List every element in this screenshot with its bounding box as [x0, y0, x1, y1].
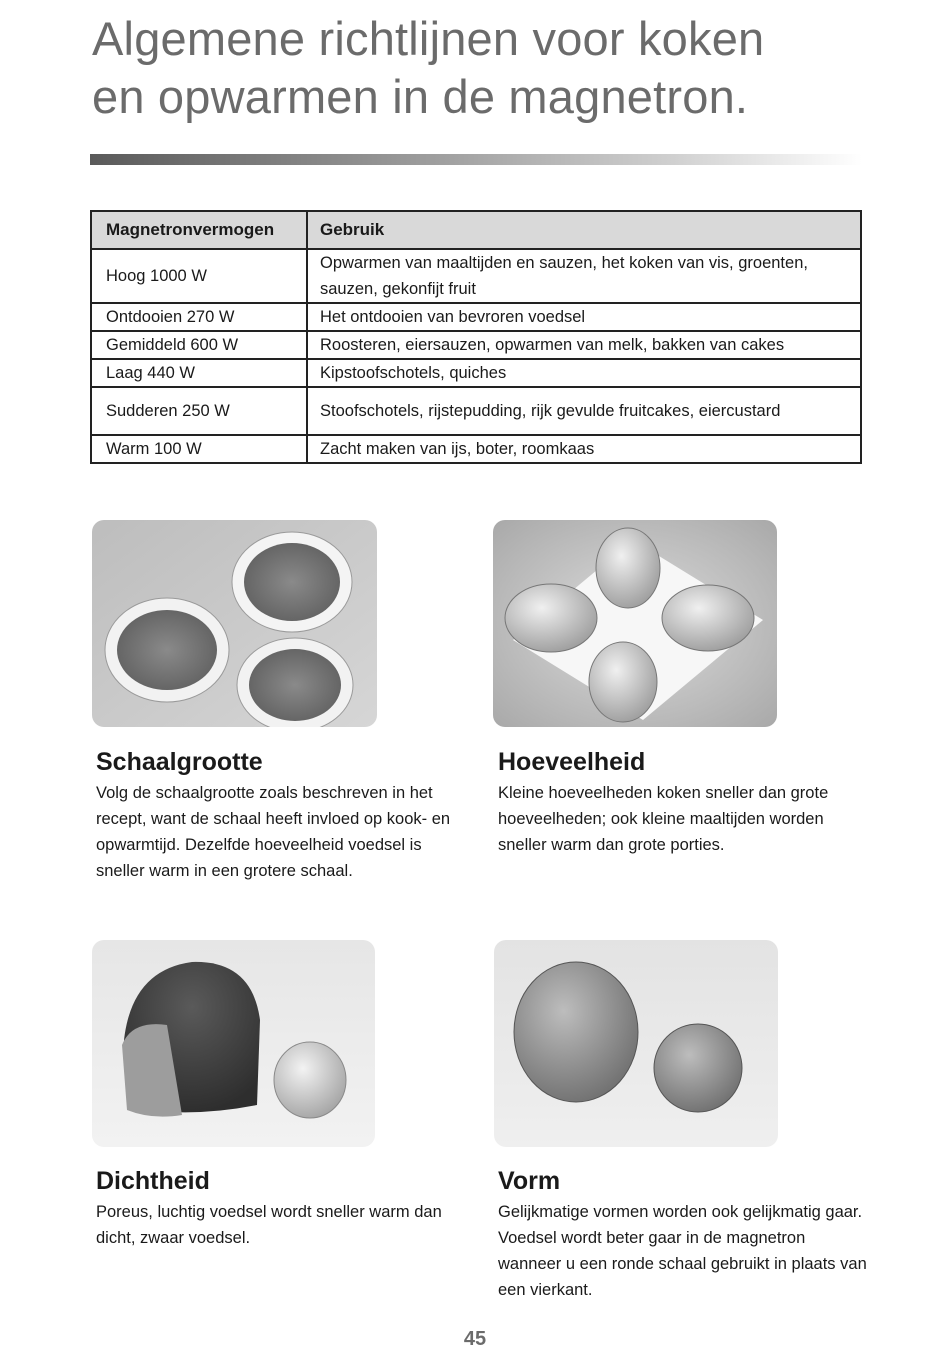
title-divider — [90, 154, 862, 165]
power-cell: Hoog 1000 W — [91, 249, 307, 303]
usage-cell: Opwarmen van maaltijden en sauzen, het koken van vis, groenten, sauzen, gekonfijt fruit — [307, 249, 861, 303]
section-title-density: Dichtheid — [96, 1167, 210, 1195]
page-title-line-2: en opwarmen in de magnetron. — [92, 70, 749, 123]
section-text-quantity: Kleine hoeveelheden koken sneller dan grote hoeveelheden; ook kleine maaltijden worden sneller warm dan grote porties. — [498, 784, 829, 854]
table-row — [91, 249, 861, 303]
section-title-quantity: Hoeveelheid — [498, 748, 646, 776]
section-text-shape: Gelijkmatige vormen worden ook gelijkmatig gaar. Voedsel wordt beter gaar in de magnetron wanneer u een ronde schaal gebruikt in plaats van een vierkant. — [498, 1203, 867, 1299]
photo-shape — [494, 940, 778, 1147]
power-cell: Laag 440 W — [91, 359, 307, 387]
power-cell: Ontdooien 270 W — [91, 303, 307, 331]
table-row — [91, 359, 861, 387]
section-text-dish-size: Volg de schaalgrootte zoals beschreven in het recept, want de schaal heeft invloed op kook- en opwarmtijd. Dezelfde hoeveelheid voedsel is sneller warm in een grotere schaal. — [96, 784, 451, 880]
table-header-row — [91, 211, 861, 249]
page-title-line-1: Algemene richtlijnen voor koken — [92, 12, 765, 65]
power-table — [90, 210, 862, 464]
page-number: 45 — [463, 1328, 487, 1350]
table-row — [91, 435, 861, 463]
section-title-shape: Vorm — [498, 1167, 561, 1195]
table-row — [91, 331, 861, 359]
usage-cell: Het ontdooien van bevroren voedsel — [307, 303, 861, 331]
power-cell: Sudderen 250 W — [91, 387, 307, 435]
photo-density — [92, 940, 375, 1147]
section-text-density: Poreus, luchtig voedsel wordt sneller warm dan dicht, zwaar voedsel. — [96, 1203, 442, 1247]
table-row — [91, 303, 861, 331]
column-header-usage: Gebruik — [307, 211, 861, 249]
usage-cell: Roosteren, eiersauzen, opwarmen van melk, bakken van cakes — [307, 331, 861, 359]
usage-cell: Stoofschotels, rijstepudding, rijk gevulde fruitcakes, eiercustard — [307, 387, 861, 435]
power-cell: Gemiddeld 600 W — [91, 331, 307, 359]
page-title — [92, 10, 892, 126]
power-cell: Warm 100 W — [91, 435, 307, 463]
usage-cell: Kipstoofschotels, quiches — [307, 359, 861, 387]
usage-cell: Zacht maken van ijs, boter, roomkaas — [307, 435, 861, 463]
table-row — [91, 387, 861, 435]
column-header-power: Magnetronvermogen — [91, 211, 307, 249]
section-title-dish-size: Schaalgrootte — [96, 748, 263, 776]
photo-quantity — [493, 520, 777, 727]
photo-dish-sizes — [92, 520, 377, 727]
